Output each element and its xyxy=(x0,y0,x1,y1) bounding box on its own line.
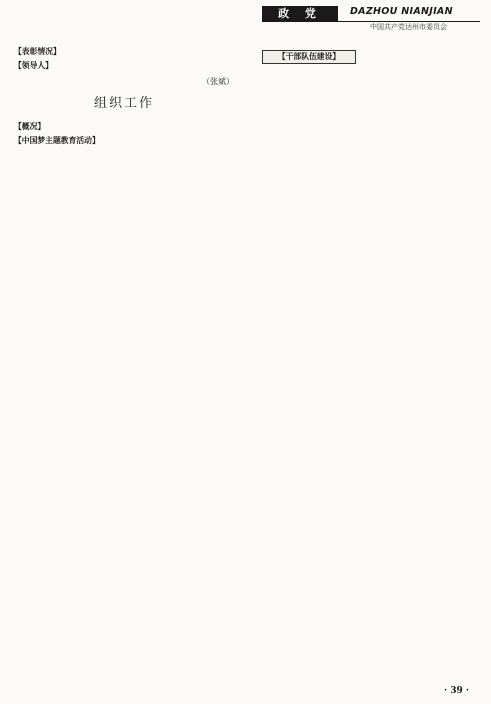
overview-title: 【概况】 xyxy=(14,121,46,131)
magazine-title: DAZHOU NIANJIAN xyxy=(350,6,453,17)
left-column xyxy=(14,44,234,684)
honors-section xyxy=(14,45,234,58)
leaders-title: 【领导人】 xyxy=(14,61,53,71)
cadre-title: 【干部队伍建设】 xyxy=(262,50,356,64)
organization-name: 中国共产党达州市委员会 xyxy=(370,23,447,31)
dream-section xyxy=(14,134,234,147)
leaders-section xyxy=(14,59,234,72)
section-label: 政 党 xyxy=(262,6,338,21)
page-header xyxy=(0,0,491,36)
page-number: · 39 · xyxy=(444,686,470,696)
honors-title: 【表彰情况】 xyxy=(14,47,61,56)
author-signature: （张斌） xyxy=(202,77,234,87)
section-heading: 组织工作 xyxy=(93,95,154,111)
dream-title: 【中国梦主题教育活动】 xyxy=(14,136,100,146)
right-column xyxy=(262,44,482,684)
overview-section xyxy=(14,120,234,133)
